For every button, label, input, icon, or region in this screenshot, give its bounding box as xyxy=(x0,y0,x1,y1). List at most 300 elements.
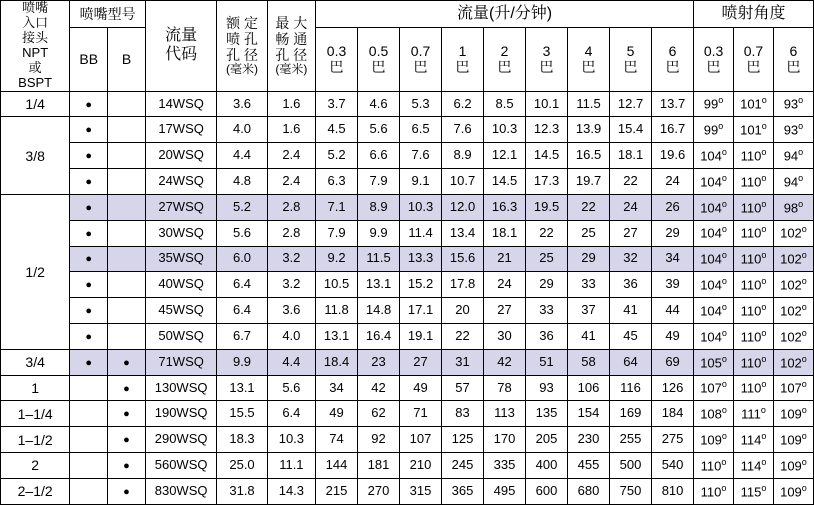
cell-flow-8: 184 xyxy=(652,401,694,427)
cell-flow-5: 93 xyxy=(526,375,568,401)
cell-flow-5: 14.5 xyxy=(526,143,568,169)
table-row xyxy=(1,220,814,246)
header-type-bb: BB xyxy=(70,28,108,92)
cell-flow-8: 26 xyxy=(652,194,694,220)
angle-value: 102 xyxy=(780,277,802,293)
cell-inlet-size: 3/4 xyxy=(1,349,70,375)
cell-inlet-size: 1/2 xyxy=(1,194,70,349)
flow-pressure-value-1: 1 xyxy=(458,43,467,60)
cell-flow-code: 71WSQ xyxy=(145,349,216,375)
cell-angle-1: 114$^o$ xyxy=(734,453,774,479)
cell-angle-0: 104$^o$ xyxy=(694,194,734,220)
cell-max-passage: 1.6 xyxy=(267,117,315,143)
cell-max-passage: 3.6 xyxy=(267,298,315,324)
cell-inlet-size: 1 xyxy=(1,375,70,401)
cell-rated-orifice: 3.6 xyxy=(217,91,267,117)
header-flow-code xyxy=(145,1,216,92)
cell-flow-0: 5.2 xyxy=(316,143,358,169)
cell-flow-0: 7.9 xyxy=(316,220,358,246)
cell-flow-7: 116 xyxy=(610,375,652,401)
table-row xyxy=(1,323,814,349)
cell-flow-1: 16.4 xyxy=(358,323,400,349)
angle-value: 98 xyxy=(783,199,799,215)
cell-angle-1: 110$^o$ xyxy=(734,375,774,401)
angle-value: 102 xyxy=(780,251,802,267)
cell-flow-2: 71 xyxy=(400,401,442,427)
cell-flow-8: 126 xyxy=(652,375,694,401)
cell-angle-0: 104$^o$ xyxy=(694,220,734,246)
cell-flow-3: 245 xyxy=(442,453,484,479)
bb-dot-icon xyxy=(85,250,92,265)
cell-flow-code: 290WSQ xyxy=(145,427,216,453)
angle-value: 99 xyxy=(703,122,719,138)
angle-value: 107 xyxy=(780,380,802,396)
cell-type-b xyxy=(108,401,146,427)
cell-flow-0: 10.5 xyxy=(316,272,358,298)
cell-flow-code: 30WSQ xyxy=(145,220,216,246)
table-row xyxy=(1,427,814,453)
cell-angle-0: 110$^o$ xyxy=(694,478,734,504)
cell-flow-2: 27 xyxy=(400,349,442,375)
cell-angle-2: 102$^o$ xyxy=(773,298,813,324)
header-inlet-line-4: NPT xyxy=(22,44,49,60)
cell-angle-0: 108$^o$ xyxy=(694,401,734,427)
cell-flow-4: 10.3 xyxy=(484,117,526,143)
cell-flow-8: 69 xyxy=(652,349,694,375)
header-type-b: B xyxy=(108,28,146,92)
cell-type-bb xyxy=(70,194,108,220)
angle-value: 101 xyxy=(740,96,762,112)
header-flow-pressure-0-5 xyxy=(358,28,400,92)
cell-flow-5: 22 xyxy=(526,220,568,246)
cell-rated-orifice: 6.4 xyxy=(217,298,267,324)
cell-flow-5: 205 xyxy=(526,427,568,453)
angle-value: 104 xyxy=(700,329,722,345)
cell-flow-4: 8.5 xyxy=(484,91,526,117)
cell-flow-0: 144 xyxy=(316,453,358,479)
angle-value: 108 xyxy=(700,406,722,422)
cell-angle-1: 110$^o$ xyxy=(734,323,774,349)
cell-flow-4: 495 xyxy=(484,478,526,504)
table-row xyxy=(1,194,814,220)
header-max-passage-line-2: 畅 通 xyxy=(275,30,308,47)
cell-flow-2: 11.4 xyxy=(400,220,442,246)
bb-dot-icon xyxy=(85,302,92,317)
cell-flow-0: 3.7 xyxy=(316,91,358,117)
cell-flow-code: 27WSQ xyxy=(145,194,216,220)
cell-angle-1: 110$^o$ xyxy=(734,169,774,195)
cell-flow-8: 34 xyxy=(652,246,694,272)
cell-flow-2: 15.2 xyxy=(400,272,442,298)
cell-angle-2: 107$^o$ xyxy=(773,375,813,401)
header-inlet-line-6: BSPT xyxy=(18,74,53,90)
table-row xyxy=(1,169,814,195)
cell-flow-0: 4.5 xyxy=(316,117,358,143)
cell-flow-5: 135 xyxy=(526,401,568,427)
b-dot-icon xyxy=(123,405,130,420)
cell-angle-2: 102$^o$ xyxy=(773,246,813,272)
cell-type-b xyxy=(108,298,146,324)
table-body xyxy=(1,91,814,504)
bb-dot-icon xyxy=(85,96,92,111)
cell-flow-0: 34 xyxy=(316,375,358,401)
cell-max-passage: 4.4 xyxy=(267,349,315,375)
angle-pressure-unit-0-7: 巴 xyxy=(746,59,761,76)
cell-flow-3: 10.7 xyxy=(442,169,484,195)
cell-flow-5: 29 xyxy=(526,272,568,298)
cell-flow-code: 17WSQ xyxy=(145,117,216,143)
angle-value: 109 xyxy=(780,483,802,499)
table-row xyxy=(1,375,814,401)
cell-flow-2: 19.1 xyxy=(400,323,442,349)
cell-flow-4: 27 xyxy=(484,298,526,324)
cell-flow-6: 11.5 xyxy=(568,91,610,117)
cell-inlet-size: 2–1/2 xyxy=(1,478,70,504)
angle-value: 104 xyxy=(700,148,722,164)
cell-type-b xyxy=(108,427,146,453)
cell-rated-orifice: 4.8 xyxy=(217,169,267,195)
header-flow-code-line-2: 代码 xyxy=(165,45,198,63)
cell-flow-8: 44 xyxy=(652,298,694,324)
cell-flow-8: 16.7 xyxy=(652,117,694,143)
cell-angle-2: 102$^o$ xyxy=(773,323,813,349)
cell-type-b xyxy=(108,272,146,298)
cell-rated-orifice: 6.7 xyxy=(217,323,267,349)
bb-dot-icon xyxy=(85,354,92,369)
cell-angle-0: 104$^o$ xyxy=(694,323,734,349)
bb-dot-icon xyxy=(85,328,92,343)
cell-flow-6: 22 xyxy=(568,194,610,220)
cell-flow-2: 13.3 xyxy=(400,246,442,272)
cell-angle-2: 93$^o$ xyxy=(773,117,813,143)
cell-type-bb xyxy=(70,401,108,427)
header-inlet-line-5: 或 xyxy=(28,59,42,75)
cell-flow-2: 7.6 xyxy=(400,143,442,169)
cell-angle-0: 105$^o$ xyxy=(694,349,734,375)
angle-value: 110 xyxy=(740,225,762,241)
cell-flow-7: 500 xyxy=(610,453,652,479)
cell-angle-2: 93$^o$ xyxy=(773,91,813,117)
cell-flow-7: 64 xyxy=(610,349,652,375)
angle-pressure-value-0-3: 0.3 xyxy=(703,43,724,60)
header-flow-pressure-0-7 xyxy=(400,28,442,92)
angle-value: 102 xyxy=(780,303,802,319)
cell-flow-8: 49 xyxy=(652,323,694,349)
cell-flow-3: 31 xyxy=(442,349,484,375)
cell-flow-4: 14.5 xyxy=(484,169,526,195)
cell-flow-1: 23 xyxy=(358,349,400,375)
angle-value: 104 xyxy=(700,174,722,190)
angle-value: 110 xyxy=(740,380,762,396)
angle-value: 109 xyxy=(780,406,802,422)
cell-flow-2: 315 xyxy=(400,478,442,504)
cell-max-passage: 1.6 xyxy=(267,91,315,117)
cell-flow-7: 27 xyxy=(610,220,652,246)
header-flow-pressure-0-3 xyxy=(316,28,358,92)
cell-max-passage: 3.2 xyxy=(267,272,315,298)
cell-max-passage: 2.4 xyxy=(267,169,315,195)
angle-pressure-value-0-7: 0.7 xyxy=(743,43,764,60)
cell-flow-2: 6.5 xyxy=(400,117,442,143)
cell-type-bb xyxy=(70,246,108,272)
flow-pressure-unit-0-7: 巴 xyxy=(413,59,428,76)
angle-value: 104 xyxy=(700,277,722,293)
cell-type-bb xyxy=(70,91,108,117)
cell-flow-code: 24WSQ xyxy=(145,169,216,195)
cell-flow-3: 8.9 xyxy=(442,143,484,169)
cell-flow-4: 335 xyxy=(484,453,526,479)
angle-pressure-value-6: 6 xyxy=(789,43,798,60)
cell-type-bb xyxy=(70,169,108,195)
cell-type-bb xyxy=(70,298,108,324)
angle-value: 110 xyxy=(740,277,762,293)
cell-angle-1: 110$^o$ xyxy=(734,246,774,272)
cell-flow-2: 210 xyxy=(400,453,442,479)
cell-rated-orifice: 9.9 xyxy=(217,349,267,375)
cell-type-bb xyxy=(70,323,108,349)
cell-flow-code: 560WSQ xyxy=(145,453,216,479)
cell-flow-4: 24 xyxy=(484,272,526,298)
header-angle-pressure-0-7 xyxy=(734,28,774,92)
cell-flow-1: 270 xyxy=(358,478,400,504)
flow-pressure-value-6: 6 xyxy=(668,43,677,60)
cell-flow-6: 37 xyxy=(568,298,610,324)
cell-flow-8: 540 xyxy=(652,453,694,479)
cell-flow-6: 25 xyxy=(568,220,610,246)
cell-type-bb xyxy=(70,117,108,143)
cell-flow-0: 74 xyxy=(316,427,358,453)
cell-flow-5: 33 xyxy=(526,298,568,324)
cell-type-b xyxy=(108,323,146,349)
cell-rated-orifice: 4.4 xyxy=(217,143,267,169)
cell-flow-code: 190WSQ xyxy=(145,401,216,427)
cell-inlet-size: 2 xyxy=(1,453,70,479)
cell-flow-0: 9.2 xyxy=(316,246,358,272)
angle-value: 110 xyxy=(740,199,762,215)
table-row xyxy=(1,478,814,504)
header-inlet-line-2: 入口 xyxy=(22,14,49,30)
cell-angle-2: 94$^o$ xyxy=(773,169,813,195)
cell-inlet-size: 1/4 xyxy=(1,91,70,117)
cell-rated-orifice: 18.3 xyxy=(217,427,267,453)
header-flow-pressure-3 xyxy=(526,28,568,92)
cell-flow-4: 21 xyxy=(484,246,526,272)
header-angle-pressure-6 xyxy=(773,28,813,92)
cell-type-b xyxy=(108,220,146,246)
cell-flow-7: 750 xyxy=(610,478,652,504)
cell-flow-2: 49 xyxy=(400,375,442,401)
cell-flow-8: 275 xyxy=(652,427,694,453)
angle-value: 99 xyxy=(703,96,719,112)
cell-angle-0: 107$^o$ xyxy=(694,375,734,401)
cell-flow-5: 19.5 xyxy=(526,194,568,220)
cell-max-passage: 10.3 xyxy=(267,427,315,453)
cell-type-b xyxy=(108,117,146,143)
cell-rated-orifice: 31.8 xyxy=(217,478,267,504)
cell-flow-code: 130WSQ xyxy=(145,375,216,401)
header-flow-pressure-2 xyxy=(484,28,526,92)
cell-flow-4: 18.1 xyxy=(484,220,526,246)
cell-type-bb xyxy=(70,375,108,401)
cell-flow-5: 51 xyxy=(526,349,568,375)
cell-flow-1: 11.5 xyxy=(358,246,400,272)
header-angle-pressure-0-3 xyxy=(694,28,734,92)
cell-type-b xyxy=(108,246,146,272)
header-flow-code-line-1: 流量 xyxy=(165,27,198,45)
cell-max-passage: 2.8 xyxy=(267,220,315,246)
cell-flow-7: 255 xyxy=(610,427,652,453)
cell-flow-3: 15.6 xyxy=(442,246,484,272)
angle-value: 114 xyxy=(740,458,762,474)
cell-angle-0: 104$^o$ xyxy=(694,246,734,272)
cell-flow-2: 9.1 xyxy=(400,169,442,195)
cell-flow-4: 113 xyxy=(484,401,526,427)
table-row xyxy=(1,298,814,324)
angle-value: 114 xyxy=(740,432,762,448)
angle-value: 110 xyxy=(740,303,762,319)
cell-flow-code: 35WSQ xyxy=(145,246,216,272)
cell-angle-2: 94$^o$ xyxy=(773,143,813,169)
cell-type-b xyxy=(108,453,146,479)
header-flow-pressure-4 xyxy=(568,28,610,92)
table-row xyxy=(1,91,814,117)
cell-flow-6: 680 xyxy=(568,478,610,504)
cell-type-b xyxy=(108,169,146,195)
cell-flow-4: 12.1 xyxy=(484,143,526,169)
angle-value: 110 xyxy=(700,483,722,499)
angle-value: 102 xyxy=(780,329,802,345)
cell-type-bb xyxy=(70,220,108,246)
cell-type-bb xyxy=(70,478,108,504)
cell-flow-0: 13.1 xyxy=(316,323,358,349)
cell-flow-8: 19.6 xyxy=(652,143,694,169)
flow-pressure-value-3: 3 xyxy=(542,43,551,60)
bb-dot-icon xyxy=(85,147,92,162)
table-header xyxy=(1,1,814,92)
angle-value: 115 xyxy=(740,483,762,499)
cell-flow-8: 13.7 xyxy=(652,91,694,117)
flow-pressure-value-4: 4 xyxy=(584,43,593,60)
cell-rated-orifice: 15.5 xyxy=(217,401,267,427)
cell-type-b xyxy=(108,91,146,117)
cell-flow-3: 365 xyxy=(442,478,484,504)
cell-flow-2: 17.1 xyxy=(400,298,442,324)
cell-flow-2: 10.3 xyxy=(400,194,442,220)
cell-flow-6: 230 xyxy=(568,427,610,453)
cell-rated-orifice: 5.2 xyxy=(217,194,267,220)
cell-flow-3: 13.4 xyxy=(442,220,484,246)
angle-pressure-unit-6: 巴 xyxy=(786,59,801,76)
bb-dot-icon xyxy=(85,121,92,136)
cell-rated-orifice: 5.6 xyxy=(217,220,267,246)
cell-flow-8: 24 xyxy=(652,169,694,195)
flow-pressure-unit-6: 巴 xyxy=(665,59,680,76)
cell-flow-8: 810 xyxy=(652,478,694,504)
cell-flow-6: 16.5 xyxy=(568,143,610,169)
cell-flow-2: 107 xyxy=(400,427,442,453)
angle-value: 104 xyxy=(700,199,722,215)
header-rated-orifice-unit: (毫米) xyxy=(226,62,259,77)
cell-type-b xyxy=(108,194,146,220)
header-max-passage-line-1: 最 大 xyxy=(275,14,308,31)
cell-flow-7: 12.7 xyxy=(610,91,652,117)
cell-flow-2: 5.3 xyxy=(400,91,442,117)
cell-flow-code: 830WSQ xyxy=(145,478,216,504)
angle-value: 104 xyxy=(700,225,722,241)
cell-angle-1: 110$^o$ xyxy=(734,143,774,169)
cell-flow-0: 11.8 xyxy=(316,298,358,324)
flow-pressure-unit-0-5: 巴 xyxy=(371,59,386,76)
table-row xyxy=(1,349,814,375)
cell-flow-6: 41 xyxy=(568,323,610,349)
cell-flow-5: 17.3 xyxy=(526,169,568,195)
cell-flow-1: 62 xyxy=(358,401,400,427)
flow-pressure-unit-0-3: 巴 xyxy=(329,59,344,76)
cell-flow-7: 22 xyxy=(610,169,652,195)
cell-flow-3: 6.2 xyxy=(442,91,484,117)
header-rated-orifice-line-1: 额 定 xyxy=(226,14,258,31)
cell-flow-7: 24 xyxy=(610,194,652,220)
angle-value: 93 xyxy=(783,122,799,138)
angle-pressure-unit-0-3: 巴 xyxy=(706,59,721,76)
cell-inlet-size: 3/8 xyxy=(1,117,70,194)
cell-flow-1: 9.9 xyxy=(358,220,400,246)
cell-inlet-size: 1–1/4 xyxy=(1,401,70,427)
b-dot-icon xyxy=(123,380,130,395)
cell-flow-5: 25 xyxy=(526,246,568,272)
bb-dot-icon xyxy=(85,199,92,214)
cell-max-passage: 3.2 xyxy=(267,246,315,272)
cell-flow-0: 49 xyxy=(316,401,358,427)
cell-angle-1: 110$^o$ xyxy=(734,272,774,298)
angle-value: 110 xyxy=(740,251,762,267)
cell-flow-8: 29 xyxy=(652,220,694,246)
angle-value: 110 xyxy=(740,174,762,190)
cell-flow-1: 5.6 xyxy=(358,117,400,143)
angle-value: 102 xyxy=(780,354,802,370)
cell-type-bb xyxy=(70,349,108,375)
cell-angle-2: 109$^o$ xyxy=(773,478,813,504)
cell-flow-code: 40WSQ xyxy=(145,272,216,298)
cell-flow-1: 181 xyxy=(358,453,400,479)
cell-angle-1: 111$^o$ xyxy=(734,401,774,427)
header-inlet-line-3: 接头 xyxy=(22,29,49,45)
cell-flow-1: 6.6 xyxy=(358,143,400,169)
cell-angle-0: 104$^o$ xyxy=(694,143,734,169)
cell-flow-3: 57 xyxy=(442,375,484,401)
cell-rated-orifice: 6.0 xyxy=(217,246,267,272)
cell-rated-orifice: 6.4 xyxy=(217,272,267,298)
cell-type-bb xyxy=(70,272,108,298)
cell-flow-5: 10.1 xyxy=(526,91,568,117)
angle-value: 101 xyxy=(740,122,762,138)
angle-value: 94 xyxy=(783,174,799,190)
flow-pressure-value-0-5: 0.5 xyxy=(368,43,389,60)
cell-flow-3: 22 xyxy=(442,323,484,349)
cell-type-b xyxy=(108,375,146,401)
cell-angle-2: 109$^o$ xyxy=(773,453,813,479)
cell-flow-5: 400 xyxy=(526,453,568,479)
header-inlet-connection xyxy=(1,1,70,92)
cell-flow-8: 39 xyxy=(652,272,694,298)
angle-value: 104 xyxy=(700,303,722,319)
cell-max-passage: 14.3 xyxy=(267,478,315,504)
cell-flow-7: 36 xyxy=(610,272,652,298)
flow-pressure-unit-4: 巴 xyxy=(581,59,596,76)
cell-flow-1: 8.9 xyxy=(358,194,400,220)
cell-angle-2: 109$^o$ xyxy=(773,401,813,427)
cell-flow-6: 19.7 xyxy=(568,169,610,195)
